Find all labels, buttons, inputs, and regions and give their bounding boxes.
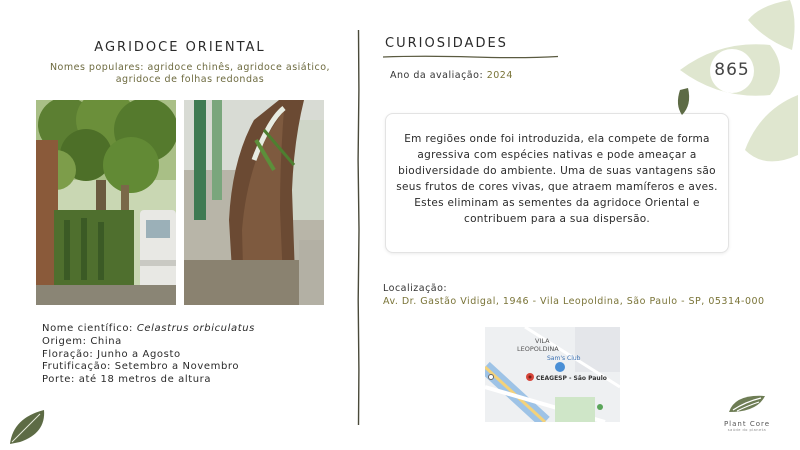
brand-logo (712, 392, 782, 432)
plant-title: AGRIDOCE ORIENTAL (94, 40, 266, 55)
map-place: CEAGESP - São Paulo (536, 375, 607, 382)
year-value: 2024 (486, 70, 513, 81)
map-district-line1: VILA (535, 337, 550, 345)
brand-tagline: saúde do planeta (727, 428, 767, 432)
popular-names: Nomes populares: agridoce chinês, agridoce asiático, agridoce de folhas redondas (49, 62, 331, 85)
title-underline (383, 54, 558, 60)
plant-number-badge: 865 (714, 60, 750, 80)
scientific-name-row (42, 323, 255, 336)
tree-canopy-photo (36, 100, 176, 305)
leaf-icon (8, 408, 48, 446)
brand-name: Plant Core (723, 420, 771, 428)
location-label: Localização: (383, 283, 448, 294)
tree-trunk-photo (184, 100, 324, 305)
location-map[interactable] (485, 327, 620, 422)
scientific-label: Nome científico: (42, 323, 134, 334)
plant-facts (42, 323, 255, 387)
curiosity-text: Em regiões onde foi introduzida, ela compete de forma agressiva com espécies nativas e pode ameaçar a biodiversidade do ambiente. Uma de suas vantagens são seus frutos de cores vivas, que atraem mamíferos e aves. Estes eliminam as sementes da agridoce Oriental e contribuem para a sua dispersão. (396, 133, 718, 225)
map-store: Sam's Club (547, 355, 581, 362)
decorative-leaves (670, 0, 800, 200)
location-address: Av. Dr. Gastão Vidigal, 1946 - Vila Leopoldina, São Paulo - SP, 05314-000 (383, 296, 765, 307)
vertical-divider (357, 30, 360, 425)
year-label: Ano da avaliação: (390, 70, 484, 81)
flowering-row: Floração: Junho a Agosto (42, 348, 181, 360)
origin-row: Origem: China (42, 335, 122, 347)
scientific-value: Celastrus orbiculatus (136, 323, 255, 334)
evaluation-year (390, 70, 513, 81)
curiosities-title: CURIOSIDADES (385, 36, 508, 51)
fruiting-row: Frutificação: Setembro a Novembro (42, 361, 240, 373)
map-district-line2: LEOPOLDINA (517, 345, 559, 353)
brand-leaf-icon (727, 392, 767, 414)
size-row: Porte: até 18 metros de altura (42, 374, 212, 386)
